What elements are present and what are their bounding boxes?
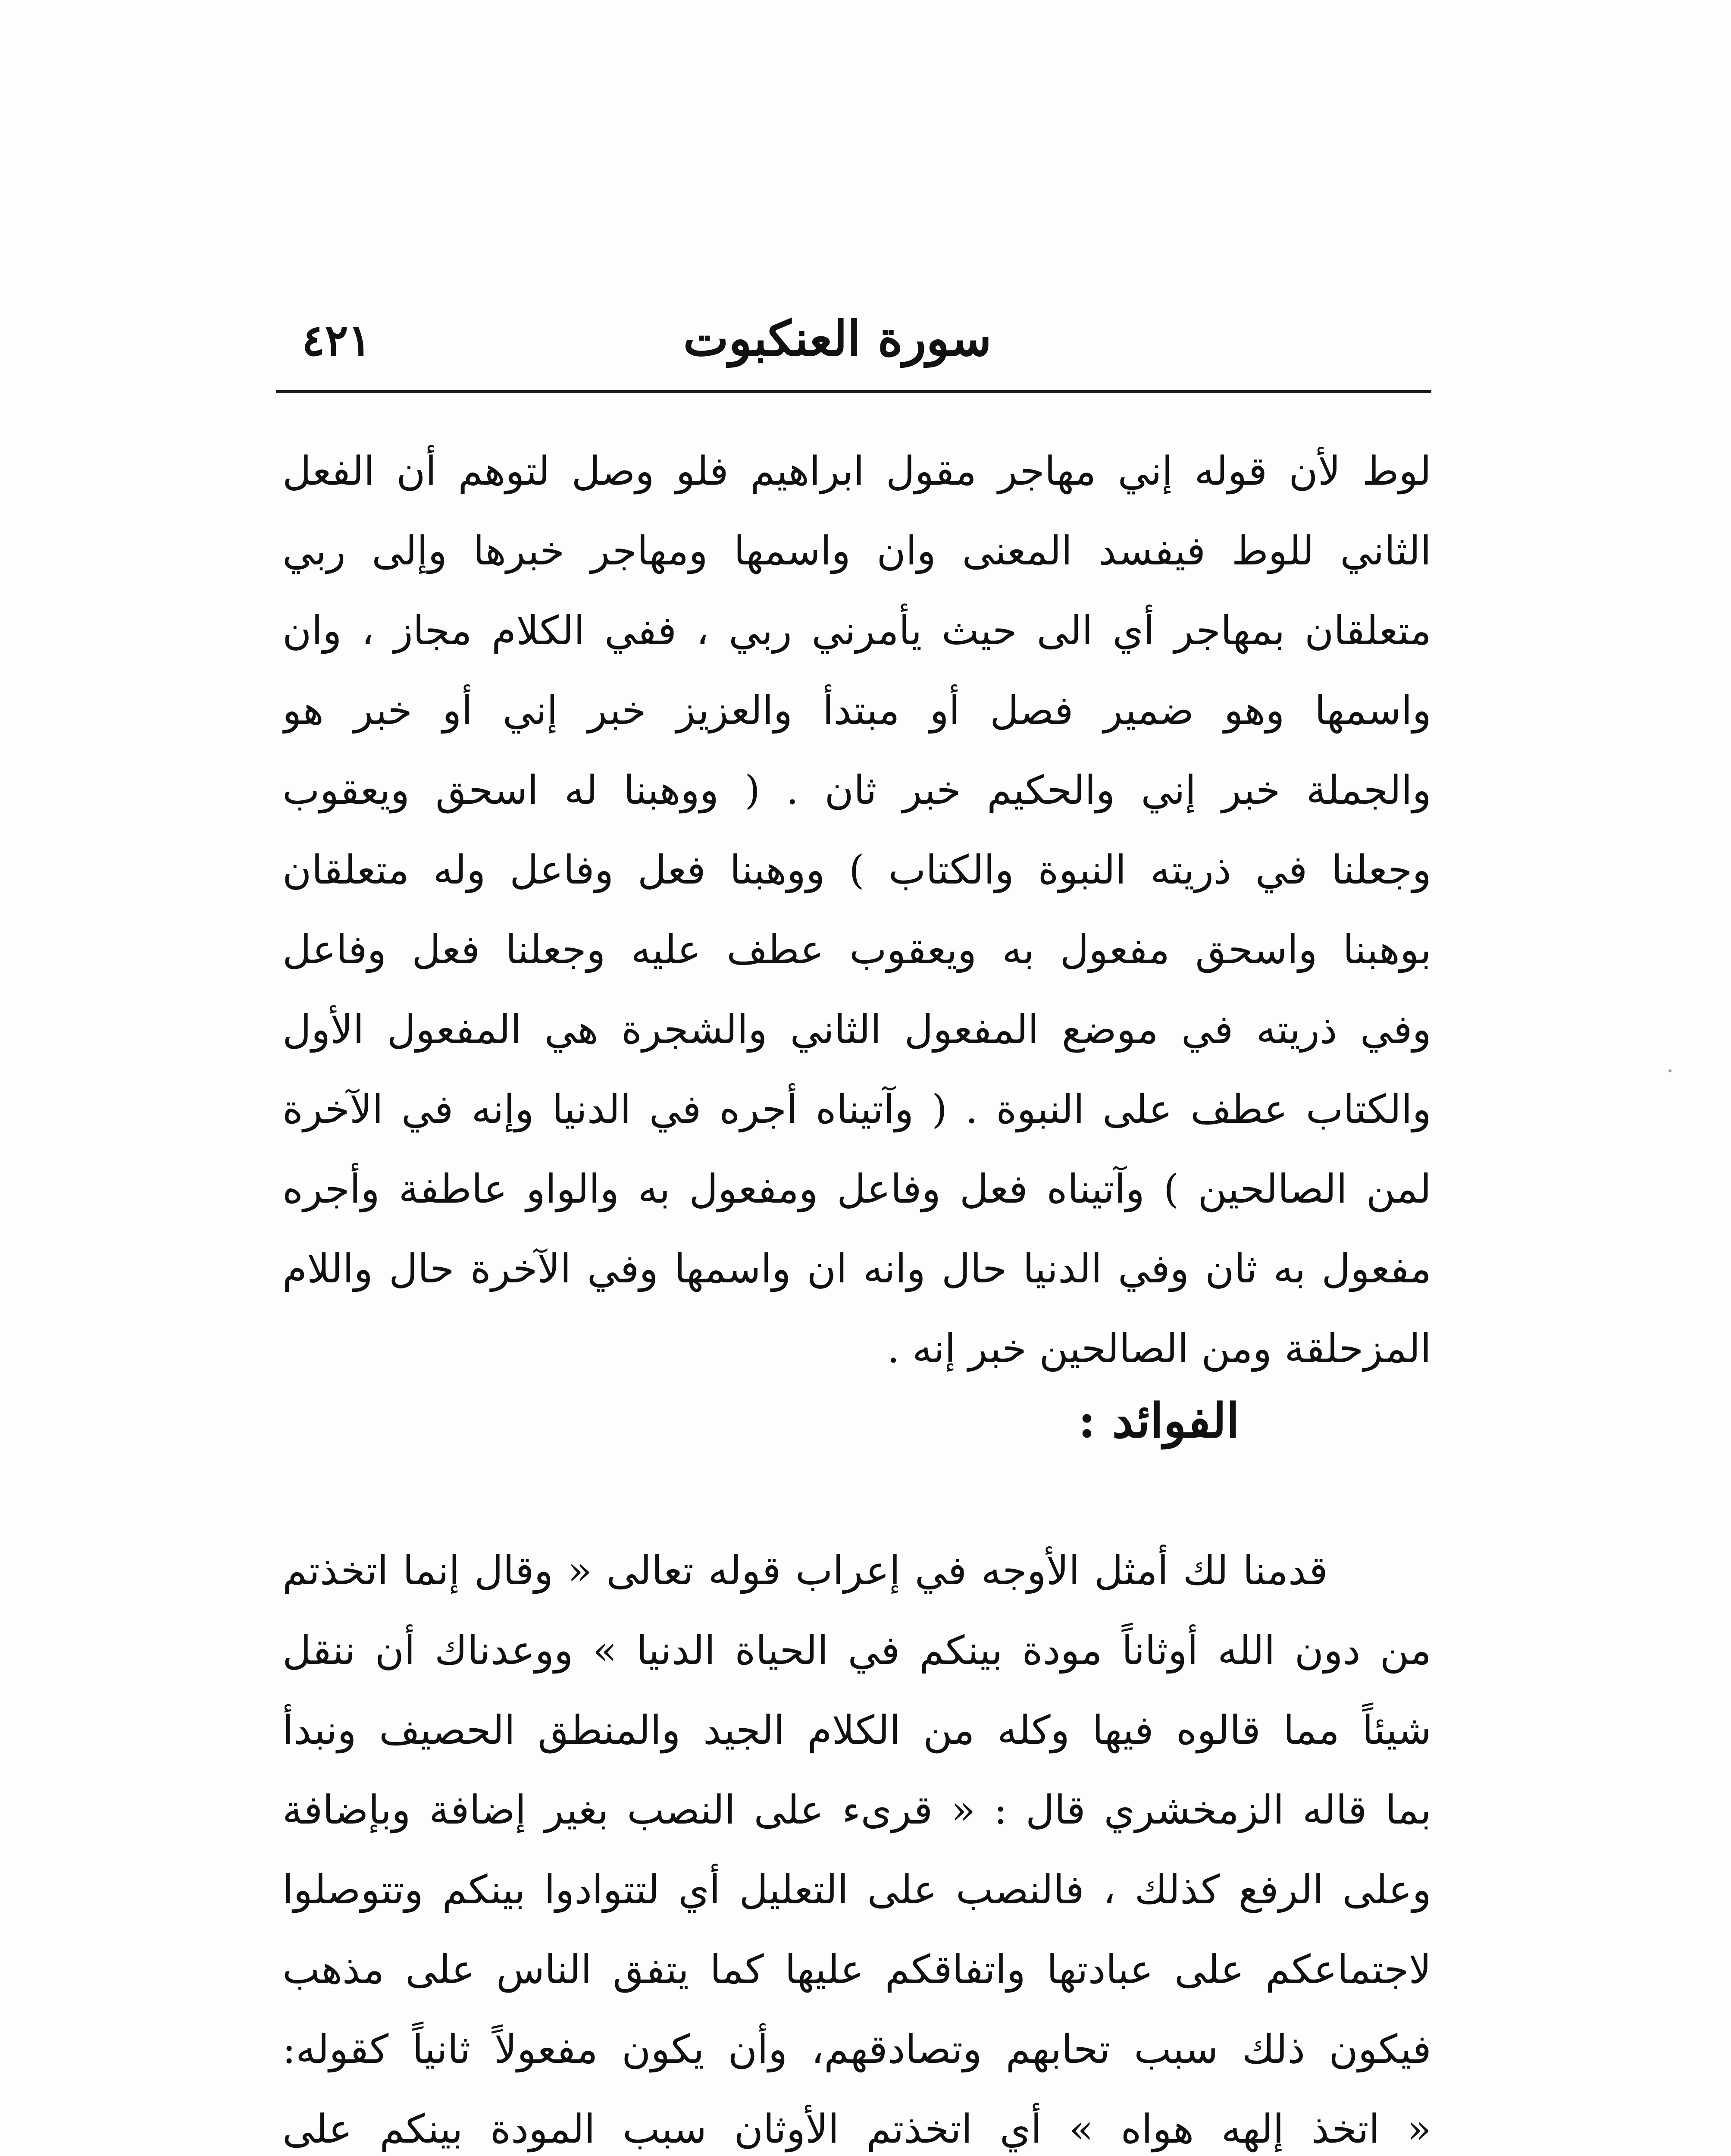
surah-title: سورة العنكبوت (683, 310, 992, 367)
text-line: وجعلنا في ذريته النبوة والكتاب ) ووهبنا فعل وفاعل وله متعلقان (282, 847, 1431, 893)
text-line: الثاني للوط فيفسد المعنى وان واسمها ومهاجر خبرها وإلى ربي (282, 528, 1431, 574)
paragraph-2 (282, 1531, 1431, 2156)
text-line: والجملة خبر إني والحكيم خبر ثان . ( ووهبنا له اسحق ويعقوب (282, 767, 1431, 813)
text-line: قدمنا لك أمثل الأوجه في إعراب قوله تعالى « وقال إنما اتخذتم (282, 1548, 1328, 1594)
text-line: وعلى الرفع كذلك ، فالنصب على التعليل أي لتتوادوا بينكم وتتوصلوا (282, 1867, 1431, 1913)
text-line: والكتاب عطف على النبوة . ( وآتيناه أجره في الدنيا وإنه في الآخرة (282, 1086, 1431, 1132)
text-line: واسمها وهو ضمير فصل أو مبتدأ والعزيز خبر إني أو خبر هو (282, 687, 1431, 733)
text-line: بما قاله الزمخشري قال : « قرىء على النصب بغير إضافة وبإضافة (282, 1787, 1431, 1833)
text-line: بوهبنا واسحق مفعول به ويعقوب عطف عليه وجعلنا فعل وفاعل (282, 927, 1431, 973)
text-line: من دون الله أوثاناً مودة بينكم في الحياة الدنيا » ووعدناك أن ننقل (282, 1627, 1431, 1673)
text-line: مفعول به ثان وفي الدنيا حال وانه ان واسمها وفي الآخرة حال واللام (282, 1246, 1431, 1292)
paragraph-1 (282, 431, 1431, 1388)
text-line: متعلقان بمهاجر أي الى حيث يأمرني ربي ، ففي الكلام مجاز ، وان (282, 608, 1431, 654)
text-line: المزحلقة ومن الصالحين خبر إنه . (887, 1326, 1431, 1372)
header-rule (276, 390, 1431, 393)
text-line: وفي ذريته في موضع المفعول الثاني والشجرة هي المفعول الأول (282, 1006, 1431, 1053)
text-line: لمن الصالحين ) وآتيناه فعل وفاعل ومفعول به والواو عاطفة وأجره (282, 1166, 1431, 1212)
text-line: « اتخذ إلهه هواه » أي اتخذتم الأوثان سبب المودة بينكم على (282, 2106, 1431, 2152)
text-line: فيكون ذلك سبب تحابهم وتصادقهم، وأن يكون مفعولاً ثانياً كقوله: (282, 2026, 1431, 2072)
page-header (276, 302, 1431, 388)
text-line: لوط لأن قوله إني مهاجر مقول ابراهيم فلو وصل لتوهم أن الفعل (282, 448, 1431, 494)
page-number: ٤٢١ (302, 315, 372, 366)
section-heading: الفوائد : (1078, 1393, 1240, 1448)
text-line: شيئاً مما قالوه فيها وكله من الكلام الجيد والمنطق الحصيف ونبدأ (282, 1707, 1431, 1753)
scan-speck (1668, 1069, 1672, 1072)
text-line: لاجتماعكم على عبادتها واتفاقكم عليها كما يتفق الناس على مذهب (282, 1946, 1431, 1993)
